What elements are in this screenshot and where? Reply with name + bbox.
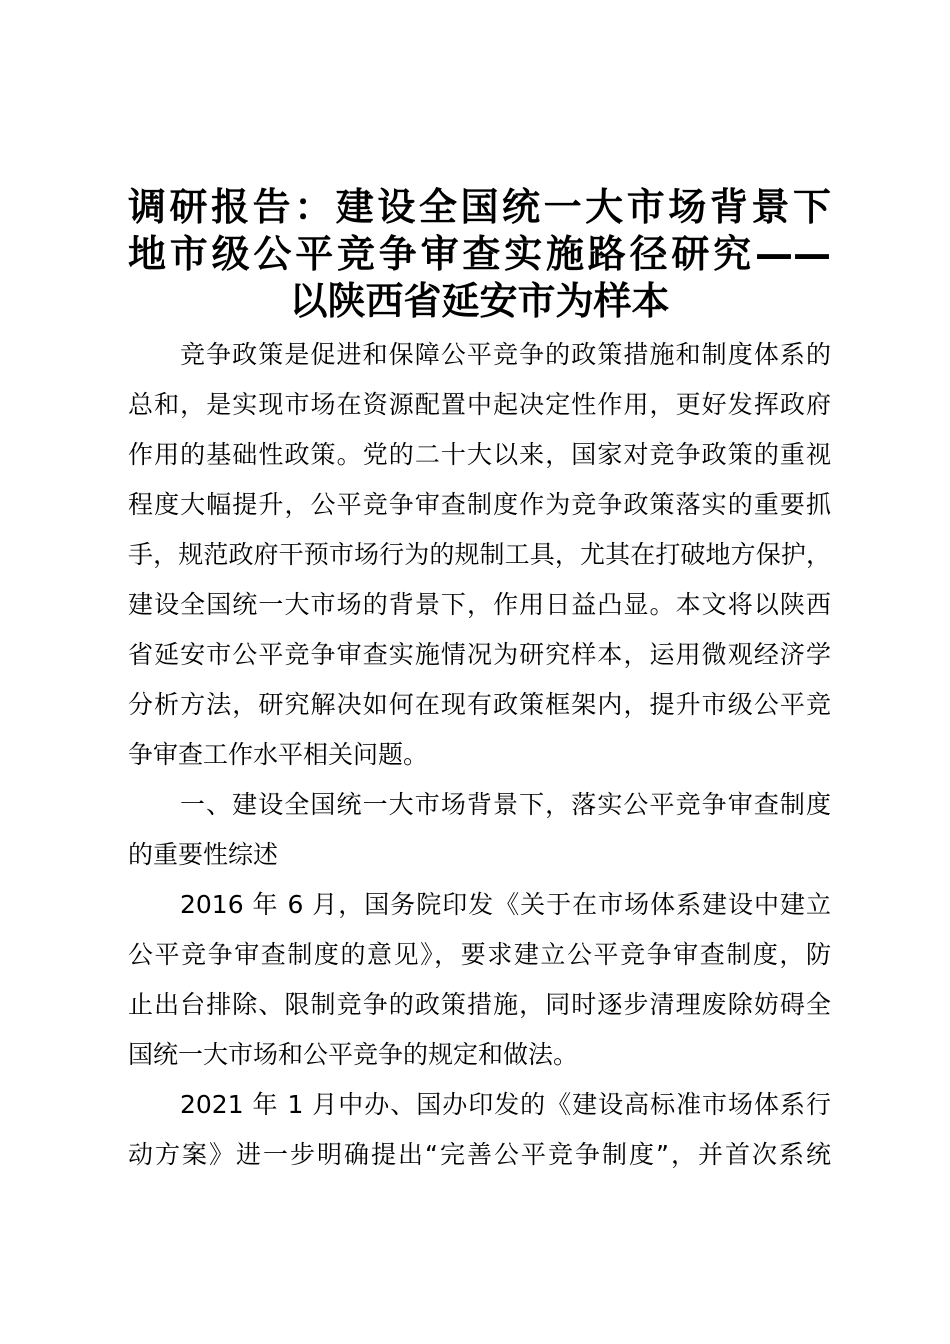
text-line: 建设全国统一大市场的背景下，作用日益凸显。本文将以陕西	[128, 590, 831, 619]
text-line: 竞争政策是促进和保障公平竞争的政策措施和制度体系的	[180, 340, 831, 369]
text-line: 总和，是实现市场在资源配置中起决定性作用，更好发挥政府	[128, 390, 831, 419]
paragraph-2016	[128, 880, 831, 1080]
paragraph-intro	[128, 330, 831, 780]
title-line: 地市级公平竞争审查实施路径研究——	[128, 232, 831, 276]
text-line: 的重要性综述	[128, 840, 279, 869]
text-line: 2016 年 6 月，国务院印发《关于在市场体系建设中建立	[180, 890, 831, 919]
text-line: 省延安市公平竞争审查实施情况为研究样本，运用微观经济学	[128, 640, 831, 669]
text-line: 程度大幅提升，公平竞争审查制度作为竞争政策落实的重要抓	[128, 490, 831, 519]
text-line: 作用的基础性政策。党的二十大以来，国家对竞争政策的重视	[128, 440, 831, 469]
title-line: 以陕西省延安市为样本	[289, 279, 670, 323]
text-line: 手，规范政府干预市场行为的规制工具，尤其在打破地方保护，	[128, 540, 831, 569]
text-line: 动方案》进一步明确提出“完善公平竞争制度”，并首次系统	[128, 1140, 831, 1169]
text-line: 国统一大市场和公平竞争的规定和做法。	[128, 1040, 579, 1069]
paragraph-2021	[128, 1080, 831, 1180]
text-line: 分析方法，研究解决如何在现有政策框架内，提升市级公平竞	[128, 690, 831, 719]
document-title	[128, 184, 831, 325]
section-heading-1	[128, 780, 831, 880]
text-line: 公平竞争审查制度的意见》，要求建立公平竞争审查制度，防	[128, 940, 831, 969]
title-line: 调研报告：建设全国统一大市场背景下	[128, 185, 831, 229]
document-body	[128, 330, 831, 1180]
text-line: 2021 年 1 月中办、国办印发的《建设高标准市场体系行	[180, 1090, 831, 1119]
text-line: 止出台排除、限制竞争的政策措施，同时逐步清理废除妨碍全	[128, 990, 831, 1019]
text-line: 一、建设全国统一大市场背景下，落实公平竞争审查制度	[180, 790, 831, 819]
text-line: 争审查工作水平相关问题。	[128, 740, 429, 769]
